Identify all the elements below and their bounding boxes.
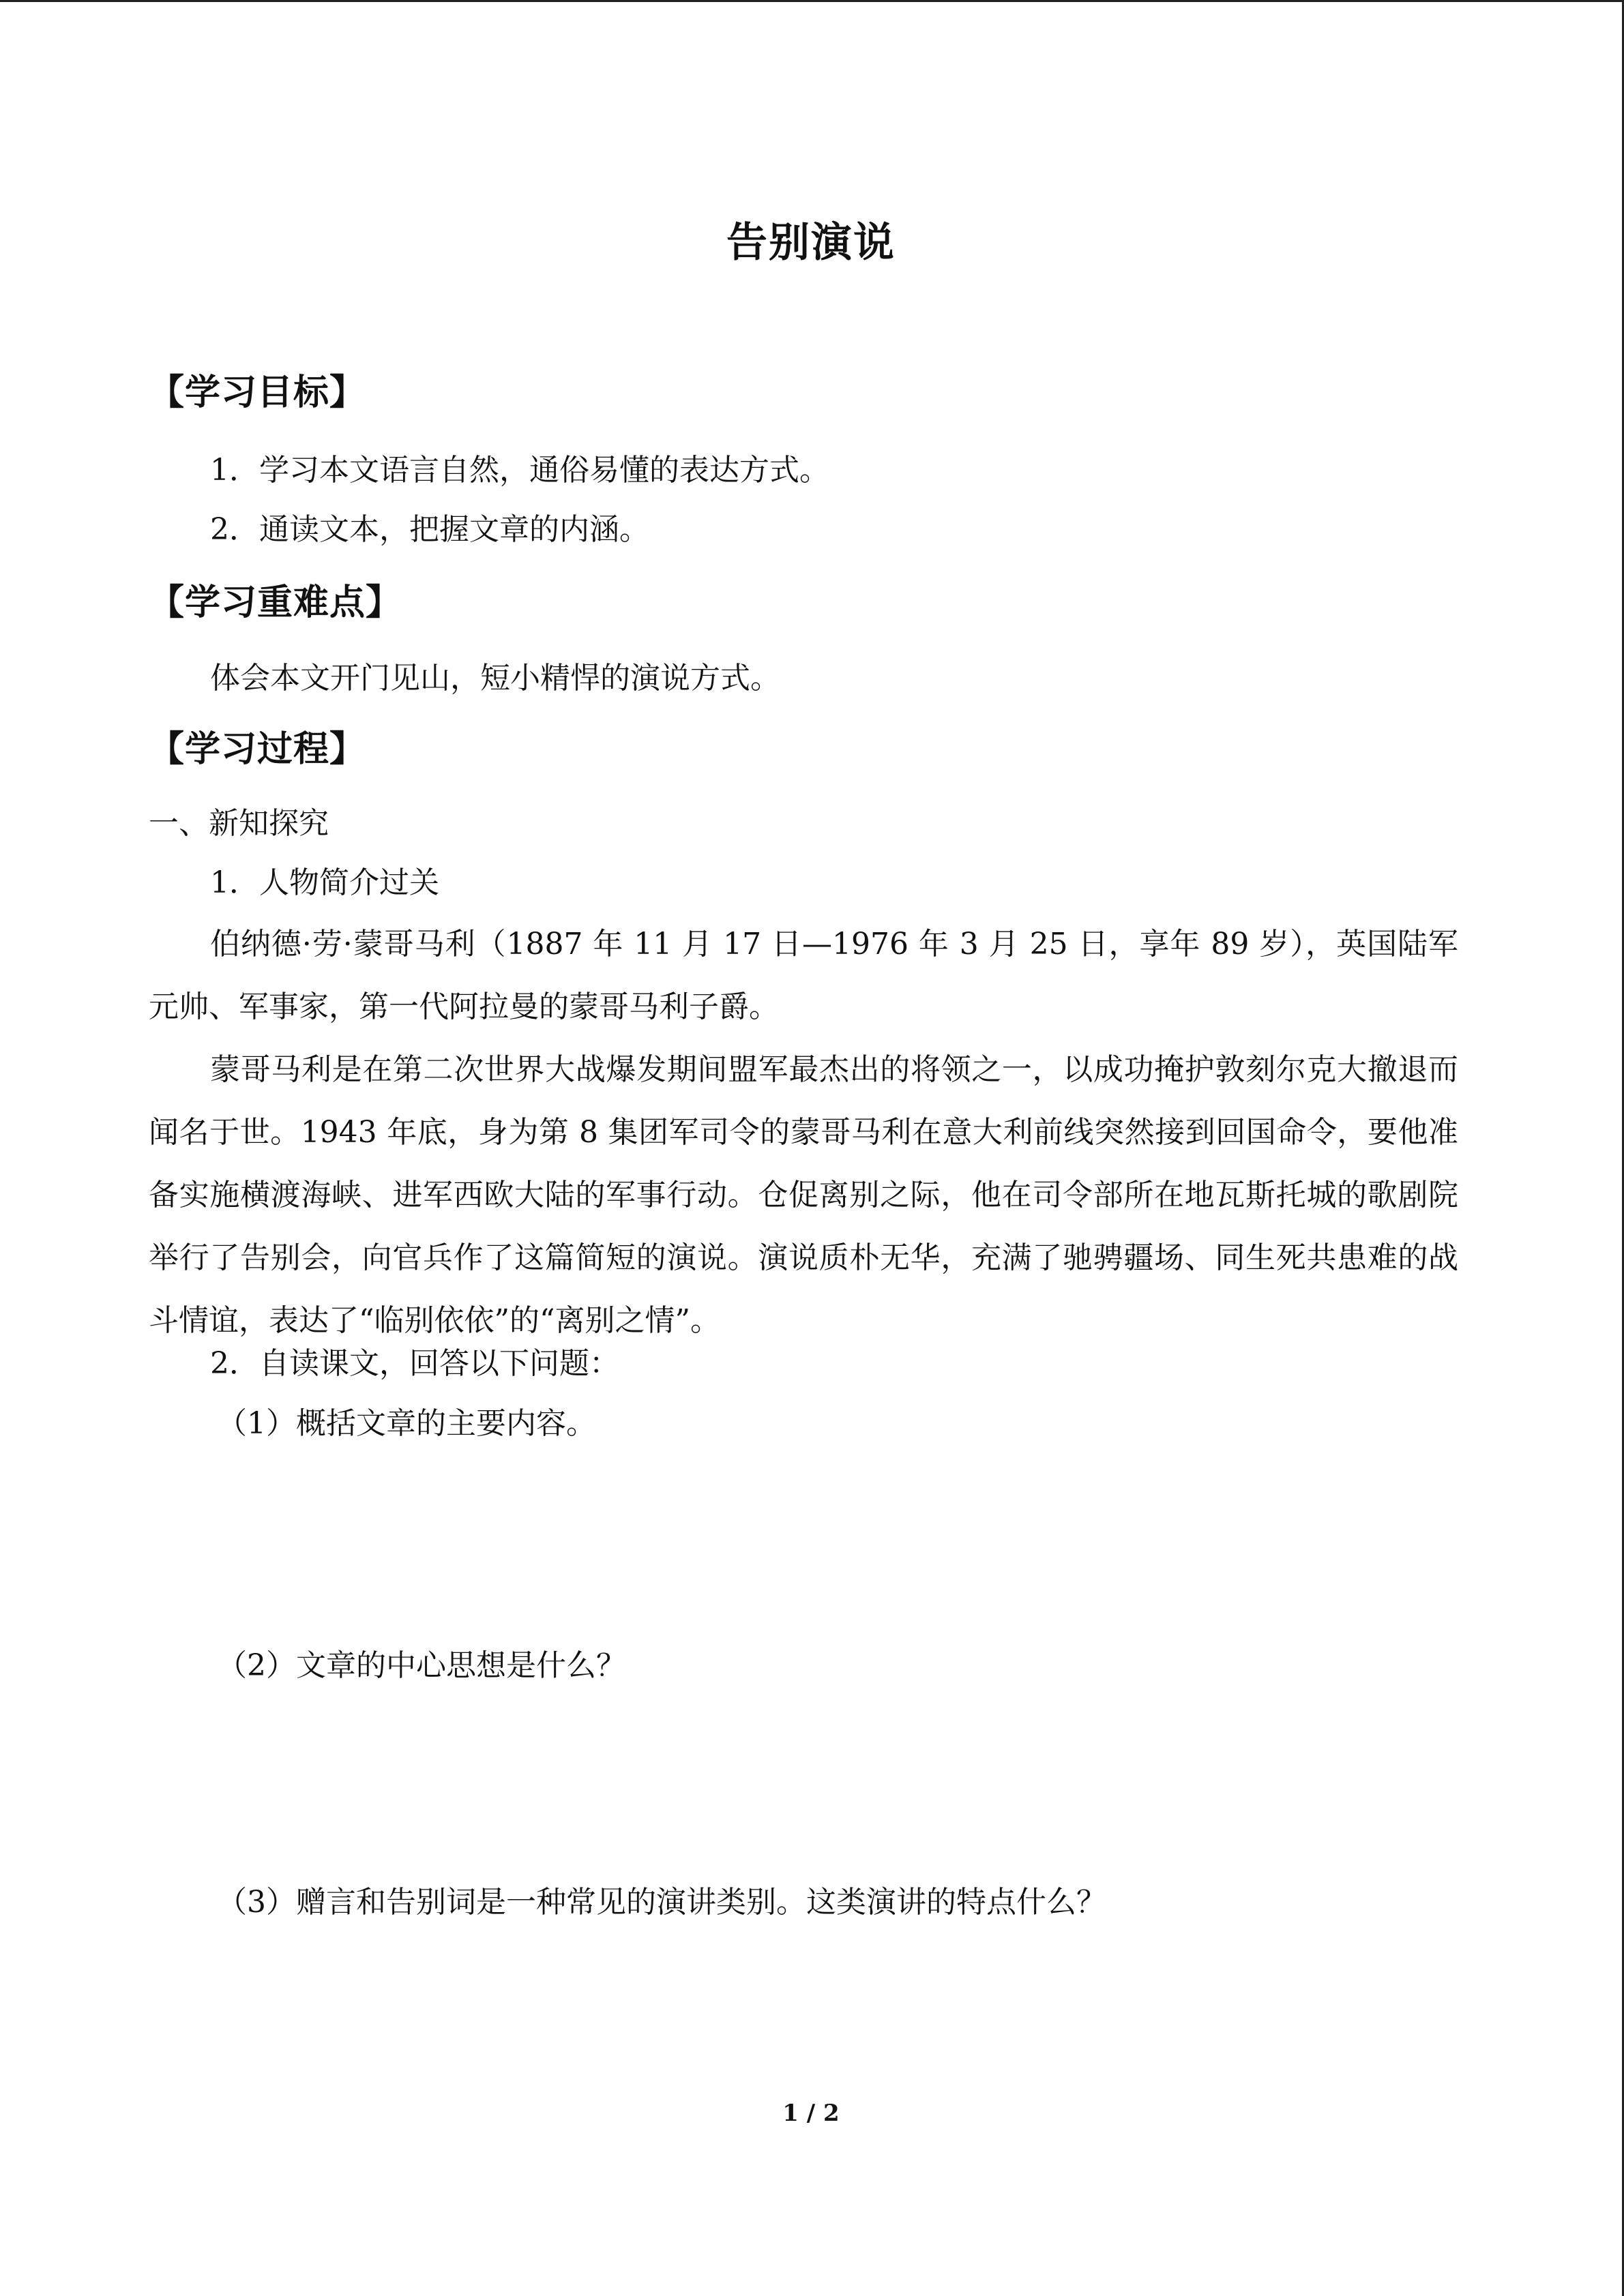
difficulty-text: 体会本文开门见山，短小精悍的演说方式。	[210, 661, 780, 696]
section-heading-goals: 【学习目标】	[149, 372, 366, 413]
question-2: （2）文章的中心思想是什么？	[217, 1648, 626, 1683]
part-one-label: 一、新知探究	[149, 806, 329, 841]
section-heading-process: 【学习过程】	[149, 729, 366, 770]
page-number: 1 / 2	[782, 2100, 840, 2127]
goal-item-1: 1．学习本文语言自然，通俗易懂的表达方式。	[210, 453, 829, 488]
bio-paragraph-2: 蒙哥马利是在第二次世界大战爆发期间盟军最杰出的将领之一，以成功掩护敦刻尔克大撤退而闻名于世。1943 年底，身为第 8 集团军司令的蒙哥马利在意大利前线突然接到回国命令，要他准备实施横渡海峡、进军西欧大陆的军事行动。仓促离别之际，他在司令部所在地瓦斯托城的歌剧院举行了告别会，向官兵作了这篇简短的演说。演说质朴无华，充满了驰骋疆场、同生死共患难的战斗情谊，表达了“临别依依”的“离别之情”。	[149, 1052, 1458, 1338]
question-3: （3）赠言和告别词是一种常见的演讲类别。这类演讲的特点什么？	[217, 1885, 1106, 1920]
document-title: 告别演说	[726, 219, 896, 267]
bio-paragraph-1: 伯纳德·劳·蒙哥马利（1887 年 11 月 17 日—1976 年 3 月 25 日，享年 89 岁），英国陆军元帅、军事家，第一代阿拉曼的蒙哥马利子爵。	[149, 927, 1458, 1024]
question-1: （1）概括文章的主要内容。	[217, 1406, 596, 1441]
item-one-label: 1．人物简介过关	[210, 865, 439, 900]
section-heading-difficulty: 【学习重难点】	[149, 582, 402, 623]
goal-item-2: 2．通读文本，把握文章的内涵。	[210, 512, 649, 547]
item-two-label: 2．自读课文，回答以下问题：	[210, 1346, 619, 1381]
